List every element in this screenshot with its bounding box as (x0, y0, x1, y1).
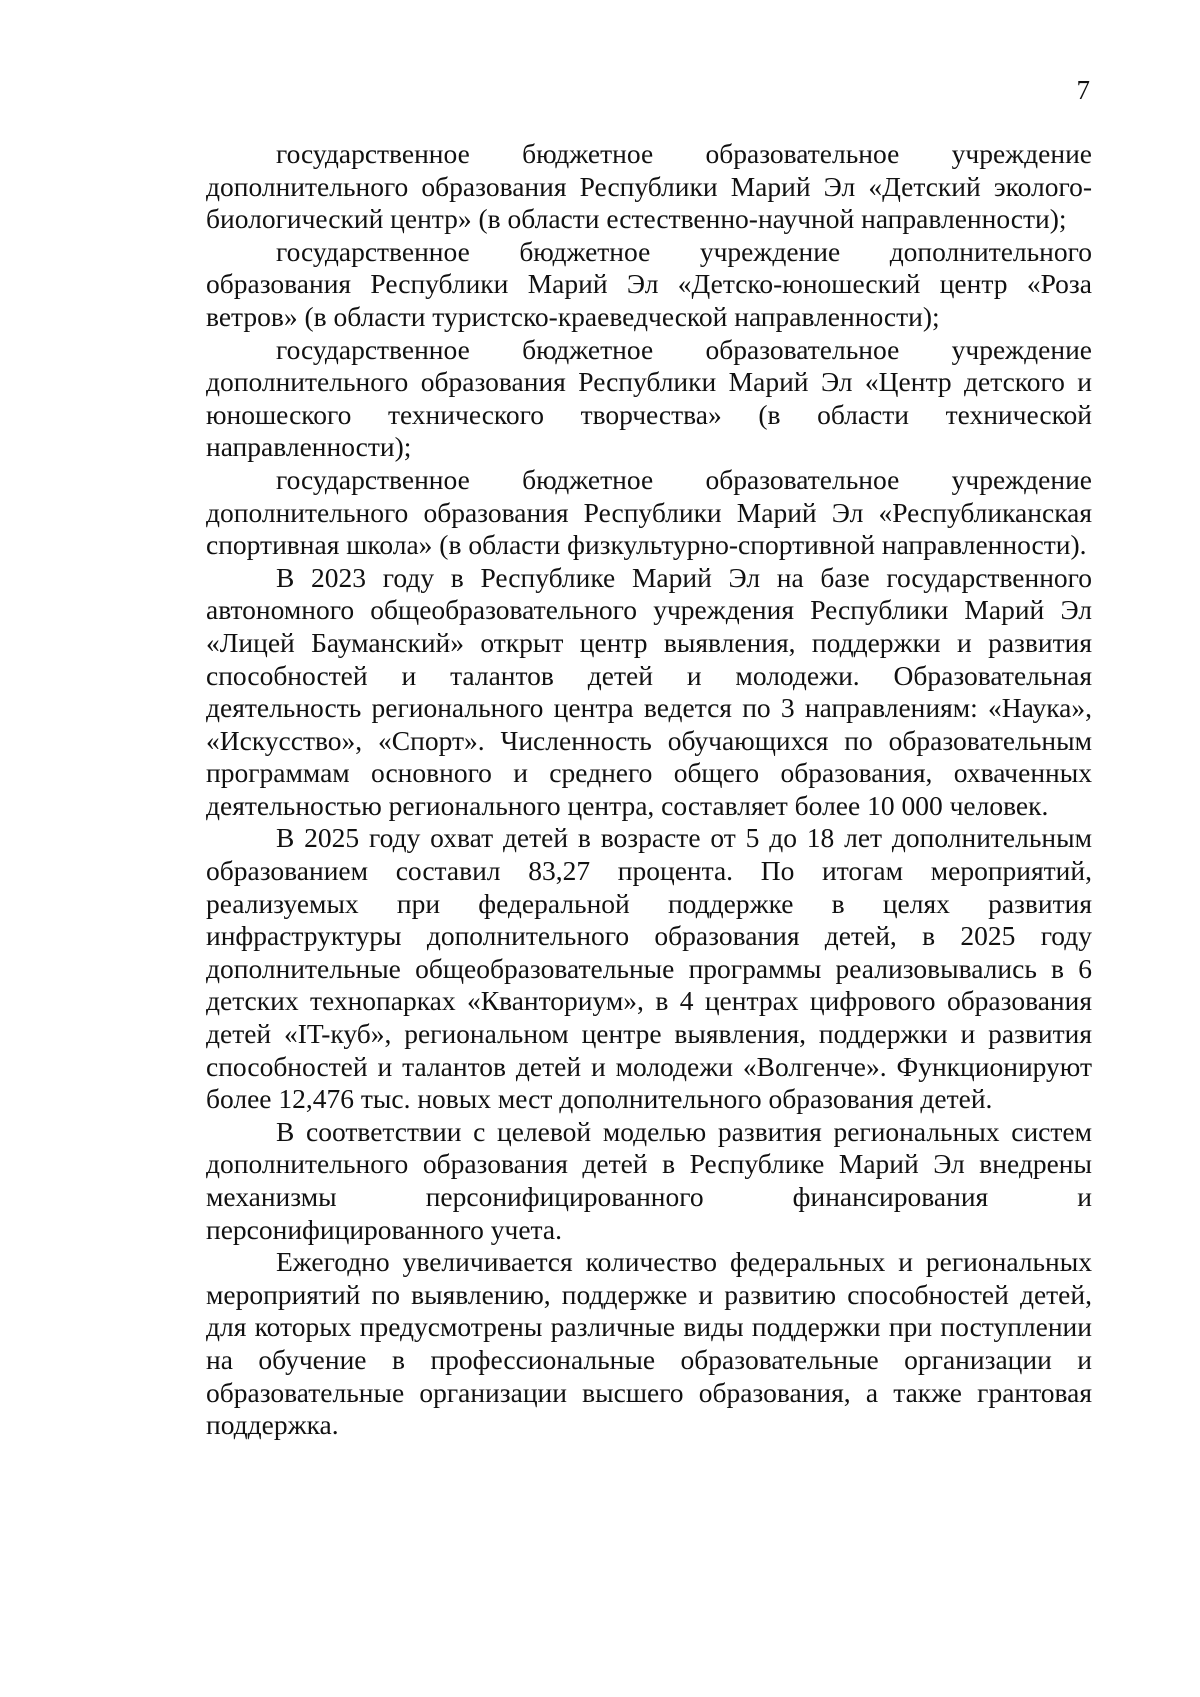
paragraph-eco-bio-center: государственное бюджетное образовательное учреждение дополнительного образования Республики Марий Эл «Детский эколого-биологический центр» (в области естественно-научной направленности); (206, 138, 1092, 235)
page-number: 7 (1076, 75, 1090, 105)
paragraph-roza-vetrov-center: государственное бюджетное учреждение дополнительного образования Республики Марий Эл «Детско-юношеский центр «Роза ветров» (в области туристско-краеведческой направленности); (206, 235, 1092, 332)
paragraph-technical-creativity-center: государственное бюджетное образовательное учреждение дополнительного образования Республики Марий Эл «Центр детского и юношеского технического творчества» (в области технической направленности); (206, 333, 1092, 463)
document-body (206, 138, 1092, 1442)
paragraph-coverage-2025: В 2025 году охват детей в возрасте от 5 до 18 лет дополнительным образованием составил 83,27 процента. По итогам мероприятий, реализуемых при федеральной поддержке в целях развития инфраструктуры дополнительного образования детей, в 2025 году дополнительные общеобразовательные программы реализовывались в 6 детских технопарках «Кванториум», в 4 центрах цифрового образования детей «IT-куб», региональном центре выявления, поддержки и развития способностей и талантов детей и молодежи «Волгенче». Функционируют более 12,476 тыс. новых мест дополнительного образования детей. (206, 822, 1092, 1115)
paragraph-lyceum-center: В 2023 году в Республике Марий Эл на базе государственного автономного общеобразовательного учреждения Республики Марий Эл «Лицей Бауманский» открыт центр выявления, поддержки и развития способностей и талантов детей и молодежи. Образовательная деятельность регионального центра ведется по 3 направлениям: «Наука», «Искусство», «Спорт». Численность обучающихся по образовательным программам основного и среднего общего образования, охваченных деятельностью регионального центра, составляет более 10 000 человек. (206, 561, 1092, 821)
paragraph-annual-events: Ежегодно увеличивается количество федеральных и региональных мероприятий по выявлению, поддержке и развитию способностей детей, для которых предусмотрены различные виды поддержки при поступлении на обучение в профессиональные образовательные организации и образовательные организации высшего образования, а также грантовая поддержка. (206, 1246, 1092, 1441)
paragraph-sports-school: государственное бюджетное образовательное учреждение дополнительного образования Республики Марий Эл «Республиканская спортивная школа» (в области физкультурно-спортивной направленности). (206, 463, 1092, 561)
paragraph-target-model: В соответствии с целевой моделью развития региональных систем дополнительного образования детей в Республике Марий Эл внедрены механизмы персонифицированного финансирования и персонифицированного учета. (206, 1115, 1092, 1245)
